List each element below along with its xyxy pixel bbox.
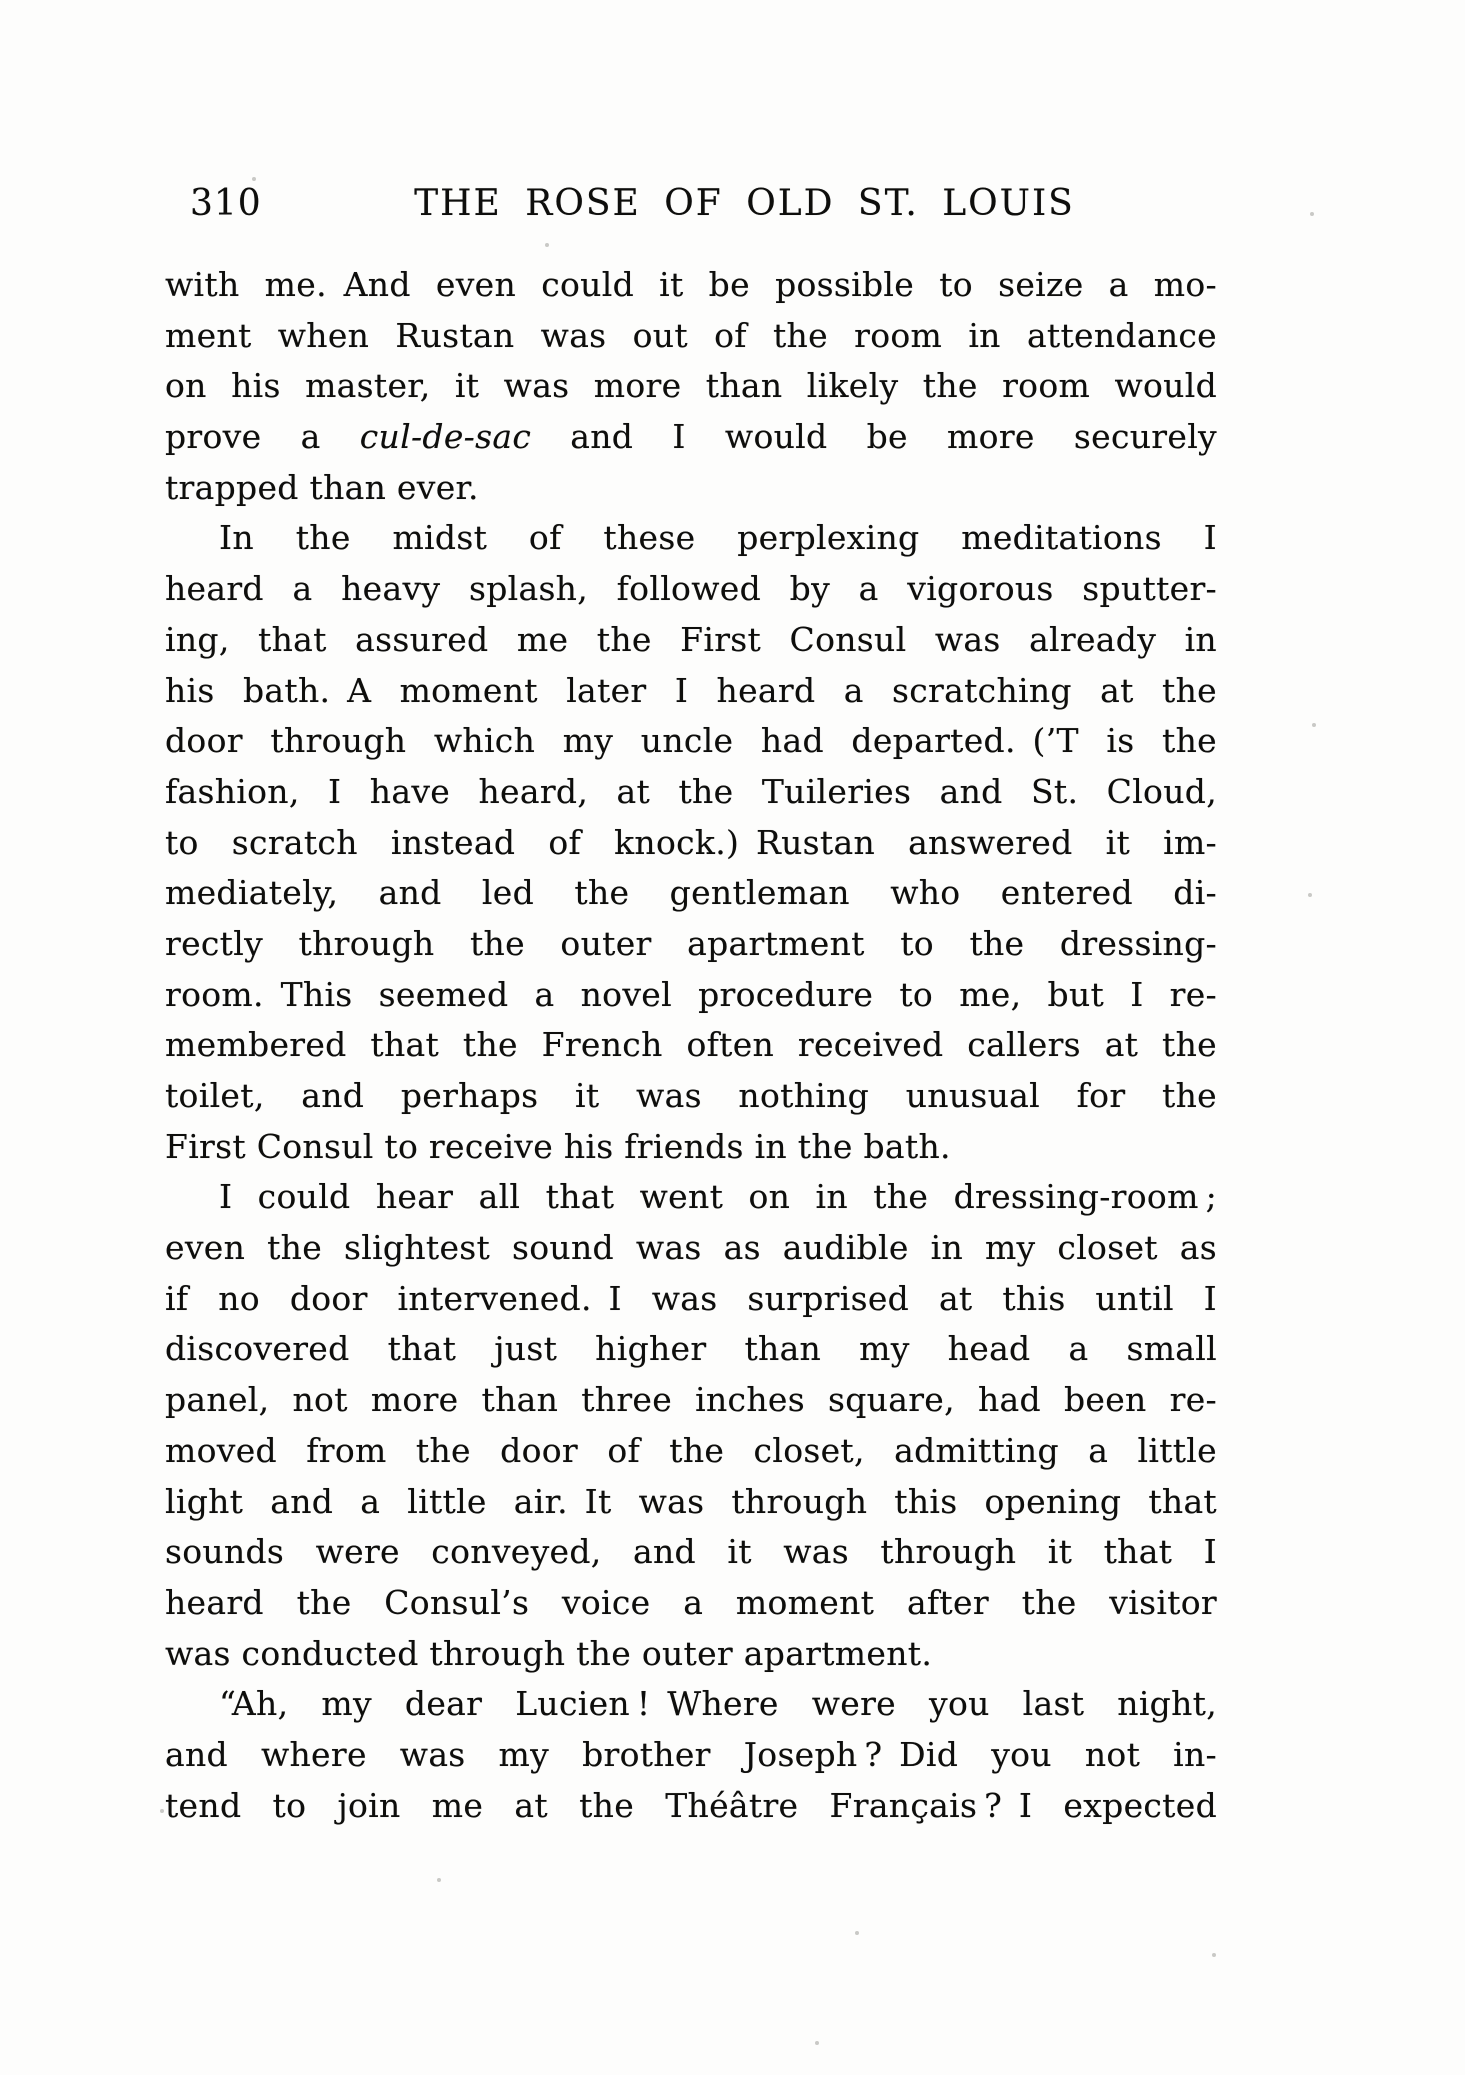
text-line [165, 919, 1217, 970]
text-line [165, 1426, 1217, 1477]
text-segment: discovered that just higher than my head a small [165, 1329, 1217, 1369]
scan-speck [815, 2041, 819, 2045]
text-segment: fashion, I have heard, at the Tuileries and St. Cloud, [165, 771, 1217, 811]
text-segment: I could hear all that went on in the dressing-room ; [219, 1177, 1217, 1217]
text-segment: was conducted through the outer apartment. [165, 1633, 933, 1673]
text-segment: tend to join me at the Théâtre Français ? I expected [165, 1785, 1217, 1825]
text-segment: sounds were conveyed, and it was through it that I [165, 1532, 1217, 1572]
scan-speck [1308, 893, 1312, 897]
text-line [165, 1527, 1217, 1578]
text-line [165, 615, 1217, 666]
text-segment: to scratch instead of knock.) Rustan answered it im- [165, 822, 1217, 862]
text-segment: and where was my brother Joseph ? Did you not in- [165, 1734, 1217, 1774]
text-line [165, 818, 1217, 869]
text-line [165, 513, 1217, 564]
text-line [165, 1223, 1217, 1274]
page-number: 310 [190, 183, 262, 224]
text-line [165, 1730, 1217, 1781]
text-segment: trapped than ever. [165, 467, 479, 507]
text-segment: In the midst of these perplexing meditations I [219, 518, 1217, 558]
text-line [165, 1172, 1217, 1223]
text-line [165, 1781, 1217, 1832]
italic-text-segment: cul-de-sac [359, 417, 532, 457]
text-line [165, 463, 1217, 514]
text-line [165, 666, 1217, 717]
text-segment: if no door intervened. I was surprised at this until I [165, 1278, 1217, 1318]
scan-speck [1310, 212, 1314, 216]
text-line [165, 1477, 1217, 1528]
text-segment: First Consul to receive his friends in the bath. [165, 1126, 951, 1166]
text-line [165, 1578, 1217, 1629]
text-segment: heard the Consul’s voice a moment after the visitor [165, 1582, 1217, 1622]
text-line [165, 412, 1217, 463]
scan-speck [855, 1931, 859, 1935]
text-line [165, 260, 1217, 311]
running-title: THE ROSE OF OLD ST. LOUIS [414, 183, 1075, 224]
text-segment: ing, that assured me the First Consul was already in [165, 619, 1217, 659]
text-segment: ment when Rustan was out of the room in attendance [165, 315, 1217, 355]
text-line [165, 1020, 1217, 1071]
text-segment: on his master, it was more than likely the room would [165, 366, 1217, 406]
text-line [165, 868, 1217, 919]
text-segment: his bath. A moment later I heard a scratching at the [165, 670, 1217, 710]
text-line [165, 361, 1217, 412]
text-segment: door through which my uncle had departed. (’T is the [165, 721, 1217, 761]
text-line [165, 1122, 1217, 1173]
text-segment: heard a heavy splash, followed by a vigorous sputter- [165, 569, 1217, 609]
text-line [165, 1071, 1217, 1122]
text-line [165, 970, 1217, 1021]
text-segment: panel, not more than three inches square, had been re- [165, 1380, 1217, 1420]
text-segment: light and a little air. It was through this opening that [165, 1481, 1217, 1521]
text-segment: mediately, and led the gentleman who entered di- [165, 873, 1217, 913]
scan-speck [160, 1809, 164, 1813]
text-segment: even the slightest sound was as audible in my closet as [165, 1228, 1217, 1268]
text-segment: room. This seemed a novel procedure to me, but I re- [165, 974, 1217, 1014]
scan-speck [252, 177, 256, 181]
body-text [165, 260, 1217, 1831]
text-line [165, 311, 1217, 362]
text-line [165, 716, 1217, 767]
text-segment: prove a [165, 417, 360, 457]
text-segment: and I would be more securely [531, 417, 1217, 457]
text-line [165, 564, 1217, 615]
page-header [0, 183, 1465, 229]
scan-speck [1312, 723, 1316, 727]
text-line [165, 1629, 1217, 1680]
text-segment: toilet, and perhaps it was nothing unusual for the [165, 1076, 1217, 1115]
text-line [165, 1274, 1217, 1325]
text-segment: moved from the door of the closet, admitting a little [165, 1430, 1217, 1470]
text-segment: with me. And even could it be possible to seize a mo- [165, 265, 1217, 304]
text-line [165, 1679, 1217, 1730]
text-line [165, 1324, 1217, 1375]
scan-speck [437, 1878, 441, 1882]
scan-speck [1212, 1953, 1216, 1957]
text-line [165, 1375, 1217, 1426]
text-segment: rectly through the outer apartment to the dressing- [165, 923, 1217, 963]
scan-speck [545, 243, 549, 247]
text-line [165, 767, 1217, 818]
text-segment: membered that the French often received callers at the [165, 1025, 1217, 1065]
text-segment: “Ah, my dear Lucien ! Where were you last night, [219, 1684, 1217, 1724]
